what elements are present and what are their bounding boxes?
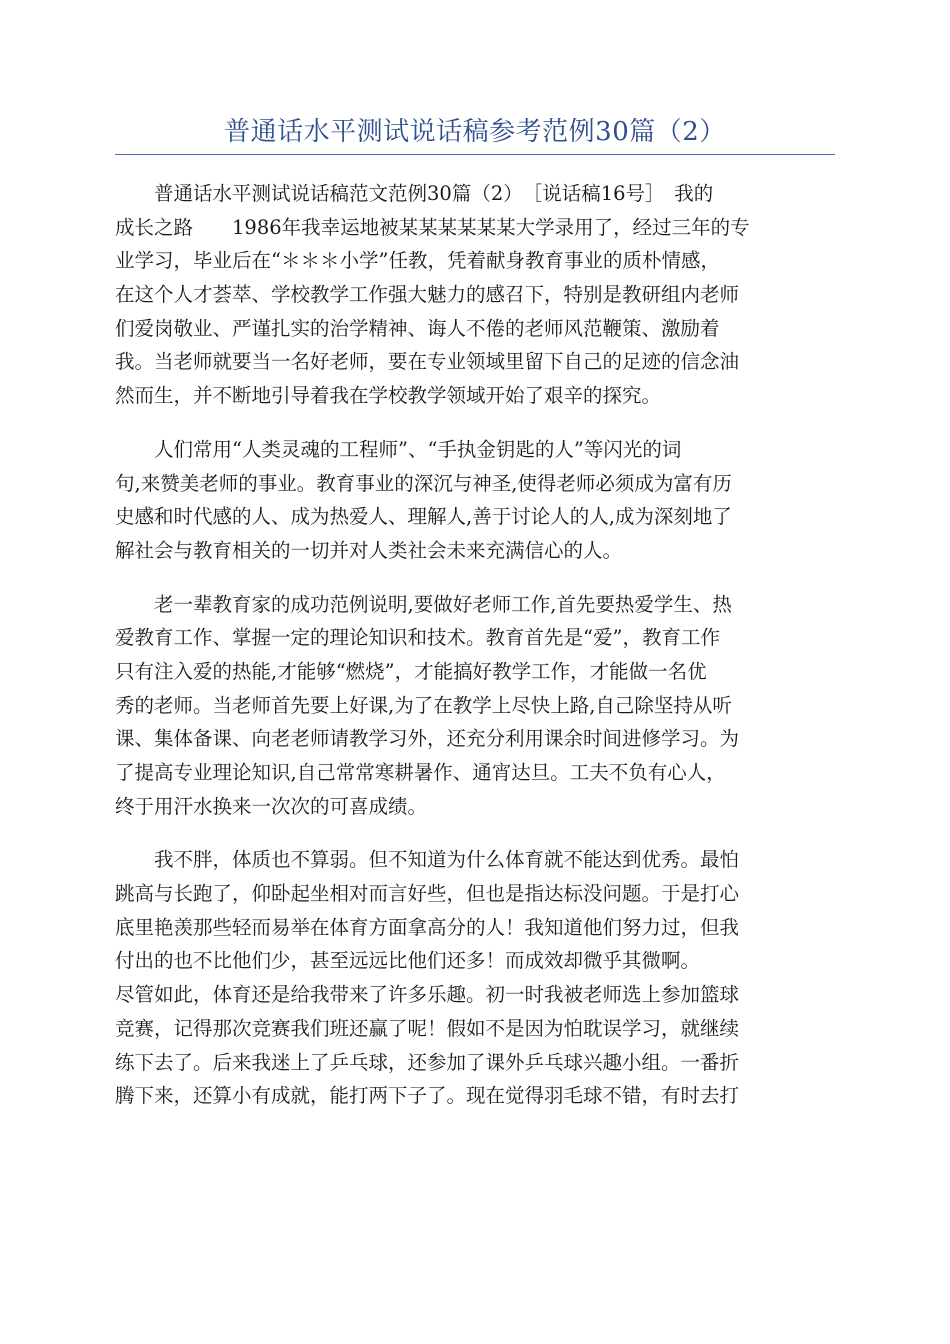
text-line: 腾下来，还算小有成就，能打两下子了。现在觉得羽毛球不错，有时去打 xyxy=(115,1084,740,1108)
text-line: 爱教育工作、掌握一定的理论知识和技术。教育首先是“爱”，教育工作 xyxy=(115,626,720,650)
text-line: 句,来赞美老师的事业。教育事业的深沉与神圣,使得老师必须成为富有历 xyxy=(115,471,732,495)
text-line: 我。当老师就要当一名好老师，要在专业领域里留下自己的足迹的信念油 xyxy=(115,350,740,374)
text-line: 解社会与教育相关的一切并对人类社会未来充满信心的人。 xyxy=(115,538,623,562)
text-line: 尽管如此，体育还是给我带来了许多乐趣。初一时我被老师选上参加篮球 xyxy=(115,983,740,1007)
text-line: 我不胖，体质也不算弱。但不知道为什么体育就不能达到优秀。最怕 xyxy=(115,848,740,872)
document-body xyxy=(115,177,835,1113)
text-line: 了提高专业理论知识,自己常常寒耕暑作、通宵达旦。工夫不负有心人， xyxy=(115,761,726,784)
text-line: 普通话水平测试说话稿范文范例30篇（2） ［说话稿16号］ 我的 xyxy=(115,182,714,205)
text-line: 秀的老师。当老师首先要上好课,为了在教学上尽快上路,自己除坚持从听 xyxy=(115,693,732,717)
text-line: 付出的也不比他们少，甚至远远比他们还多！而成效却微乎其微啊。 xyxy=(115,949,701,973)
text-line: 只有注入爱的热能,才能够“燃烧”，才能搞好教学工作，才能做一名优 xyxy=(115,659,707,683)
paragraph xyxy=(115,843,835,1113)
paragraph xyxy=(115,588,835,824)
text-line: 练下去了。后来我迷上了乒乓球，还参加了课外乒乓球兴趣小组。一番折 xyxy=(115,1050,740,1074)
text-line: 然而生，并不断地引导着我在学校教学领域开始了艰辛的探究。 xyxy=(115,384,662,408)
title-underline xyxy=(115,154,835,155)
text-line: 课、集体备课、向老老师请教学习外，还充分利用课余时间进修学习。为 xyxy=(115,727,740,751)
text-line: 竞赛，记得那次竞赛我们班还赢了呢！假如不是因为怕耽误学习，就继续 xyxy=(115,1016,740,1040)
text-line: 们爱岗敬业、严谨扎实的治学精神、诲人不倦的老师风范鞭策、激励着 xyxy=(115,316,720,340)
text-line: 史感和时代感的人、成为热爱人、理解人,善于讨论人的人,成为深刻地了 xyxy=(115,505,732,529)
document-title: 普通话水平测试说话稿参考范例30篇（2） xyxy=(224,117,726,147)
paragraph-spacing xyxy=(115,568,835,588)
text-line: 底里艳羡那些轻而易举在体育方面拿高分的人！我知道他们努力过，但我 xyxy=(115,915,740,939)
paragraph-spacing xyxy=(115,413,835,433)
text-line: 老一辈教育家的成功范例说明,要做好老师工作,首先要热爱学生、热 xyxy=(115,592,732,616)
text-line: 业学习，毕业后在“＊＊＊小学”任教，凭着献身教育事业的质朴情感， xyxy=(115,249,720,273)
text-line: 人们常用“人类灵魂的工程师”、“手执金钥匙的人”等闪光的词 xyxy=(115,437,682,461)
text-line: 跳高与长跑了，仰卧起坐相对而言好些，但也是指达标没问题。于是打心 xyxy=(115,882,740,906)
paragraph-spacing xyxy=(115,823,835,843)
text-line: 成长之路 1986年我幸运地被某某某某某某大学录用了，经过三年的专 xyxy=(115,215,750,239)
text-line: 在这个人才荟萃、学校教学工作强大魅力的感召下，特别是教研组内老师 xyxy=(115,283,740,307)
paragraph xyxy=(115,433,835,568)
paragraph xyxy=(115,177,835,413)
text-line: 终于用汗水换来一次次的可喜成绩。 xyxy=(115,794,428,818)
